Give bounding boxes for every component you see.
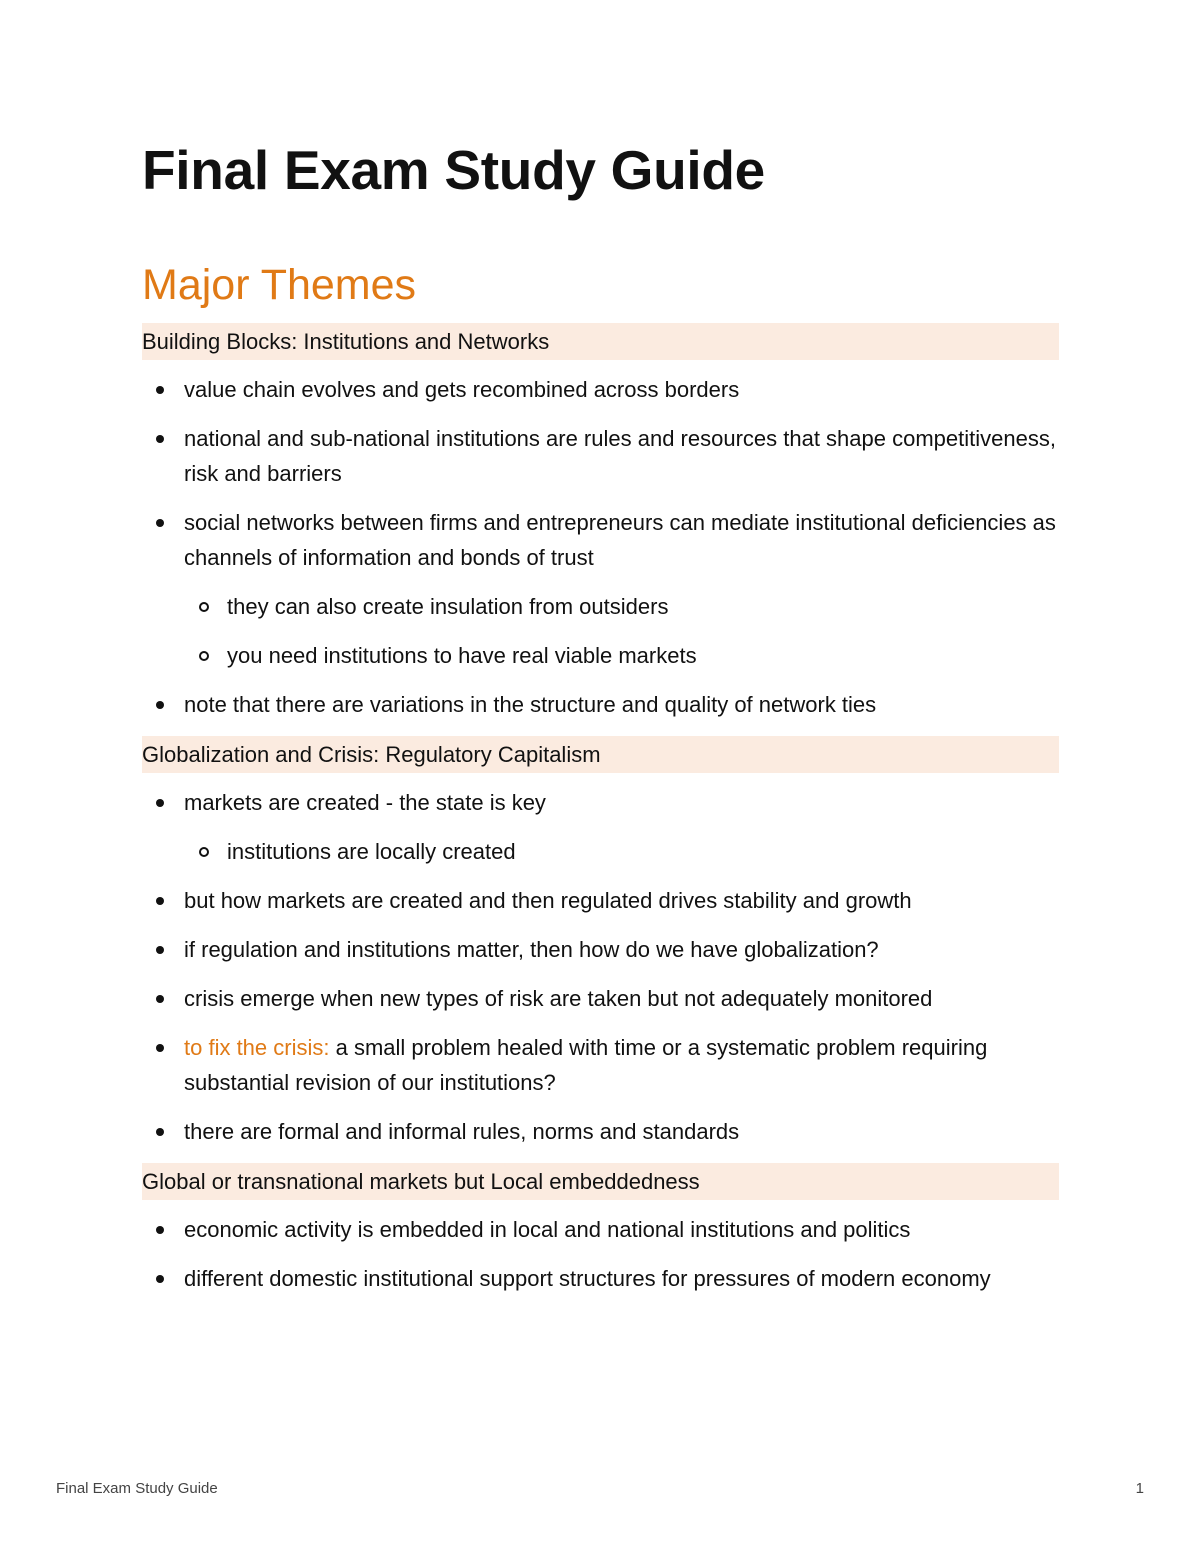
sub-list-item: institutions are locally created (142, 834, 1059, 869)
list-item: markets are created - the state is key (142, 785, 1059, 820)
list-item: national and sub-national institutions are rules and resources that shape competitiveness, risk and barriers (142, 421, 1059, 491)
document-content (142, 323, 1059, 1310)
document-title: Final Exam Study Guide (142, 139, 765, 201)
list-item: value chain evolves and gets recombined across borders (142, 372, 1059, 407)
list-item: social networks between firms and entrepreneurs can mediate institutional deficiencies as channels of information and bonds of trust (142, 505, 1059, 575)
subsection-heading-globalization: Globalization and Crisis: Regulatory Capitalism (142, 736, 1059, 773)
highlight-text: to fix the crisis: (184, 1035, 330, 1060)
list-item: crisis emerge when new types of risk are taken but not adequately monitored (142, 981, 1059, 1016)
list-item-fix-crisis (142, 1030, 1059, 1100)
sub-list-item: they can also create insulation from outsiders (142, 589, 1059, 624)
section-heading-major-themes: Major Themes (142, 261, 417, 309)
footer-title: Final Exam Study Guide (56, 1480, 218, 1497)
subsection-heading-local-embeddedness: Global or transnational markets but Local embeddedness (142, 1163, 1059, 1200)
subsection-heading-building-blocks: Building Blocks: Institutions and Networks (142, 323, 1059, 360)
list-item: economic activity is embedded in local and national institutions and politics (142, 1212, 1059, 1247)
bullet-list-local-embeddedness (142, 1212, 1059, 1296)
list-item: if regulation and institutions matter, then how do we have globalization? (142, 932, 1059, 967)
footer-page-number: 1 (1135, 1480, 1144, 1497)
bullet-list-globalization (142, 785, 1059, 1149)
list-item-text: a small problem healed with time or a systematic problem requiring substantial revision of our institutions? (184, 1035, 988, 1095)
sub-list-item: you need institutions to have real viable markets (142, 638, 1059, 673)
list-item: there are formal and informal rules, norms and standards (142, 1114, 1059, 1149)
list-item: different domestic institutional support structures for pressures of modern economy (142, 1261, 1059, 1296)
bullet-list-building-blocks (142, 372, 1059, 722)
list-item: but how markets are created and then regulated drives stability and growth (142, 883, 1059, 918)
list-item: note that there are variations in the structure and quality of network ties (142, 687, 1059, 722)
